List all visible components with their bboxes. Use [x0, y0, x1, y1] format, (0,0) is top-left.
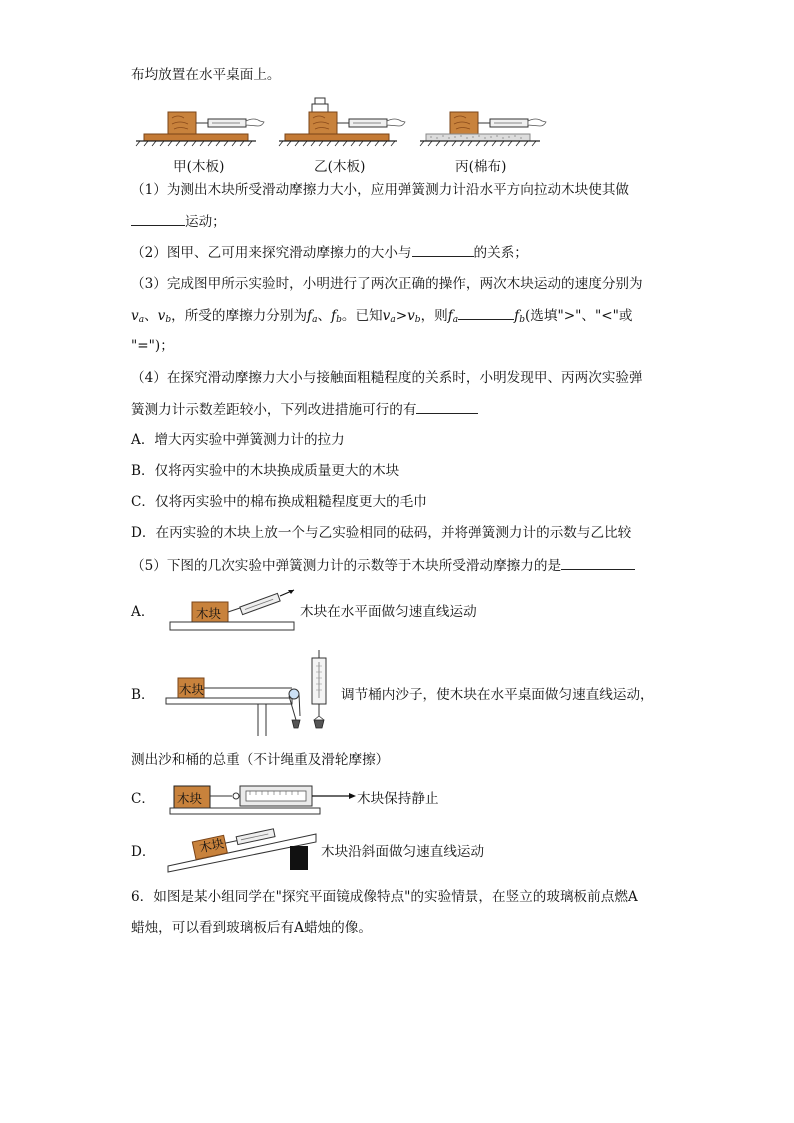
- q5-d-desc: 木块沿斜面做匀速直线运动: [321, 844, 485, 860]
- figure-yi: [279, 96, 409, 150]
- q1-line1: （1）为测出木块所受滑动摩擦力大小，应用弹簧测力计沿水平方向拉动木块使其做: [131, 182, 630, 198]
- figure-yi-caption: 乙(木板): [314, 159, 366, 175]
- q5-a-desc: 木块在水平面做匀速直线运动: [300, 604, 477, 620]
- q5-d-block-label: 木块: [197, 835, 226, 856]
- q4-line2: 簧测力计示数差距较小，下列改进措施可行的有: [131, 400, 478, 419]
- q4-option-a: A．增大丙实验中弹簧测力计的拉力: [131, 432, 345, 448]
- q5-blank[interactable]: [561, 556, 635, 570]
- q1-line2: 运动；: [131, 212, 226, 231]
- q5-c-desc: 木块保持静止: [357, 791, 439, 807]
- q5-d-letter: D．: [131, 844, 156, 860]
- figure-jia-caption: 甲(木板): [173, 159, 225, 175]
- q4-line1: （4）在探究滑动摩擦力大小与接触面粗糙程度的关系时，小明发现甲、丙两次实验弹: [131, 370, 643, 386]
- figure-bing-caption: 丙(棉布): [455, 159, 507, 175]
- q5-a-block-label: 木块: [196, 606, 222, 621]
- q3-line1: （3）完成图甲所示实验时，小明进行了两次正确的操作，两次木块运动的速度分别为: [131, 276, 643, 292]
- figure-jia: [136, 110, 266, 150]
- q2-line: （2）图甲、乙可用来探究滑动摩擦力的大小与 的关系；: [131, 245, 528, 261]
- q5-b-block-label: 木块: [179, 682, 205, 697]
- q5-line: （5）下图的几次实验中弹簧测力计的示数等于木块所受滑动摩擦力的是: [131, 556, 635, 575]
- q5-b-letter: B．: [131, 687, 155, 703]
- q5-d-figure: [166, 820, 320, 872]
- q3-line2: $v_a$、$v_b$，所受的摩擦力分别为$f_a$、$f_b$。已知$v_a>v_b$，则$f_a$ $f_b$(选填">"、"<"或: [131, 308, 633, 325]
- q2-blank[interactable]: [412, 243, 474, 257]
- q6-line2: 蜡烛，可以看到玻璃板后有A蜡烛的像。: [131, 920, 372, 936]
- q6-line1: 6．如图是某小组同学在"探究平面镜成像特点"的实验情景，在竖立的玻璃板前点燃A: [131, 889, 638, 905]
- q3-blank[interactable]: [458, 306, 514, 320]
- q4-blank[interactable]: [416, 400, 478, 414]
- q5-a-figure: [168, 588, 298, 634]
- figure-bing: [420, 110, 554, 150]
- q5-a-letter: A．: [131, 604, 155, 620]
- q4-option-d: D．在丙实验的木块上放一个与乙实验相同的砝码，并将弹簧测力计的示数与乙比较: [131, 525, 632, 541]
- q3-line3: "=")；: [131, 338, 174, 354]
- intro-line: 布均放置在水平桌面上。: [131, 67, 281, 83]
- q5-b-desc: 调节桶内沙子，使木块在水平桌面做匀速直线运动，: [341, 687, 654, 703]
- q1-blank[interactable]: [131, 212, 185, 226]
- q5-b-desc2: 测出沙和桶的总重（不计绳重及滑轮摩擦）: [131, 752, 390, 768]
- q4-option-b: B．仅将丙实验中的木块换成质量更大的木块: [131, 463, 400, 479]
- q4-option-c: C．仅将丙实验中的棉布换成粗糙程度更大的毛巾: [131, 494, 427, 510]
- q5-c-block-label: 木块: [177, 791, 203, 806]
- q5-c-letter: C．: [131, 791, 155, 807]
